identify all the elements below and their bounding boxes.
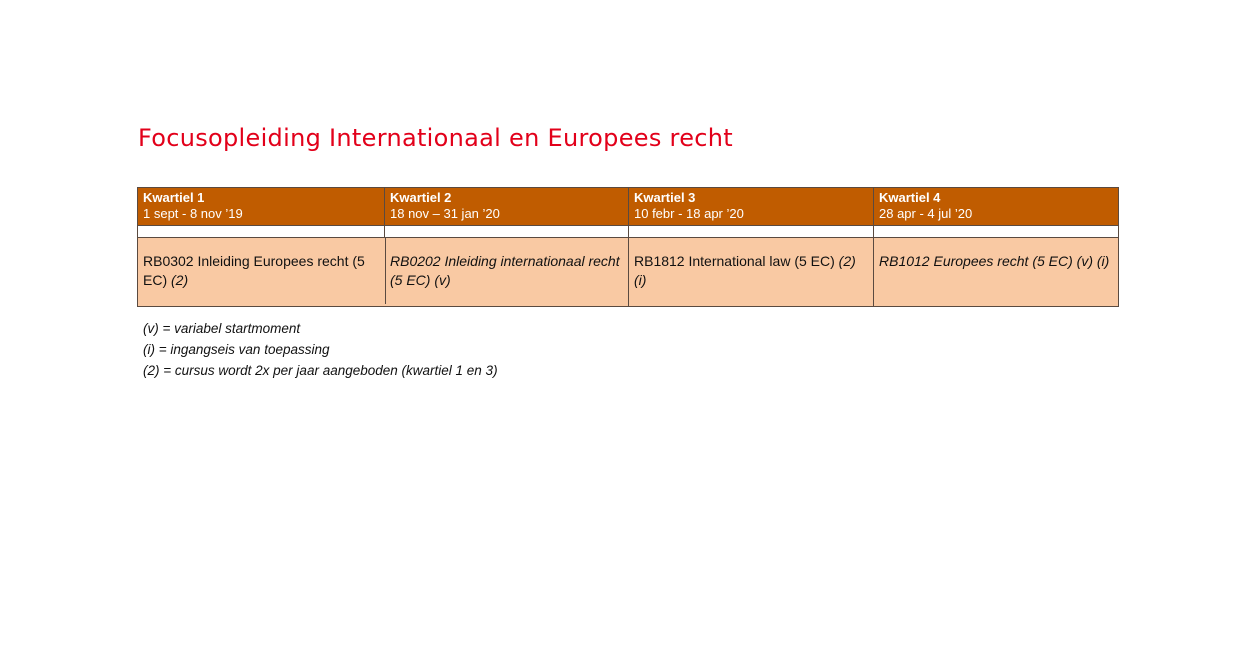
course-title: RB1812 International law (5 EC): [634, 253, 835, 269]
page-title: Focusopleiding Internationaal en Europees recht: [138, 124, 733, 152]
course-row: [138, 238, 1118, 306]
quarter-dates: 18 nov – 31 jan ’20: [390, 206, 500, 221]
quarter-name: Kwartiel 1: [143, 190, 205, 205]
quarter-dates: 28 apr - 4 jul ’20: [879, 206, 973, 221]
legend: [143, 318, 498, 381]
course-cell-1: [138, 238, 385, 306]
quarter-name: Kwartiel 3: [634, 190, 696, 205]
spacer-cell: [138, 226, 385, 237]
spacer-cell: [874, 226, 1118, 237]
spacer-row: [138, 226, 1118, 238]
legend-item: (2) = cursus wordt 2x per jaar aangeboden (kwartiel 1 en 3): [143, 363, 498, 378]
quarter-header-row: [138, 188, 1118, 226]
schedule-table: [137, 187, 1119, 307]
legend-item: (i) = ingangseis van toepassing: [143, 342, 330, 357]
legend-item: (v) = variabel startmoment: [143, 321, 301, 336]
course-note: (2): [171, 272, 189, 288]
course-cell-2: [385, 238, 629, 306]
quarter-name: Kwartiel 4: [879, 190, 941, 205]
course-cell-3: [629, 238, 874, 306]
quarter-header-2: [385, 188, 629, 225]
quarter-dates: 10 febr - 18 apr ’20: [634, 206, 744, 221]
quarter-header-3: [629, 188, 874, 225]
course-cell-4: [874, 238, 1118, 306]
spacer-cell: [629, 226, 874, 237]
course-title: RB1012 Europees recht (5 EC) (v) (i): [879, 253, 1110, 269]
quarter-header-4: [874, 188, 1118, 225]
quarter-header-1: [138, 188, 385, 225]
course-note: (2) (i): [634, 253, 856, 288]
quarter-dates: 1 sept - 8 nov ’19: [143, 206, 243, 221]
course-title: RB0302 Inleiding Europees recht (5 EC): [143, 253, 365, 288]
course-title: RB0202 Inleiding internationaal recht (5 EC) (v): [390, 253, 620, 288]
spacer-cell: [385, 226, 629, 237]
quarter-name: Kwartiel 2: [390, 190, 452, 205]
